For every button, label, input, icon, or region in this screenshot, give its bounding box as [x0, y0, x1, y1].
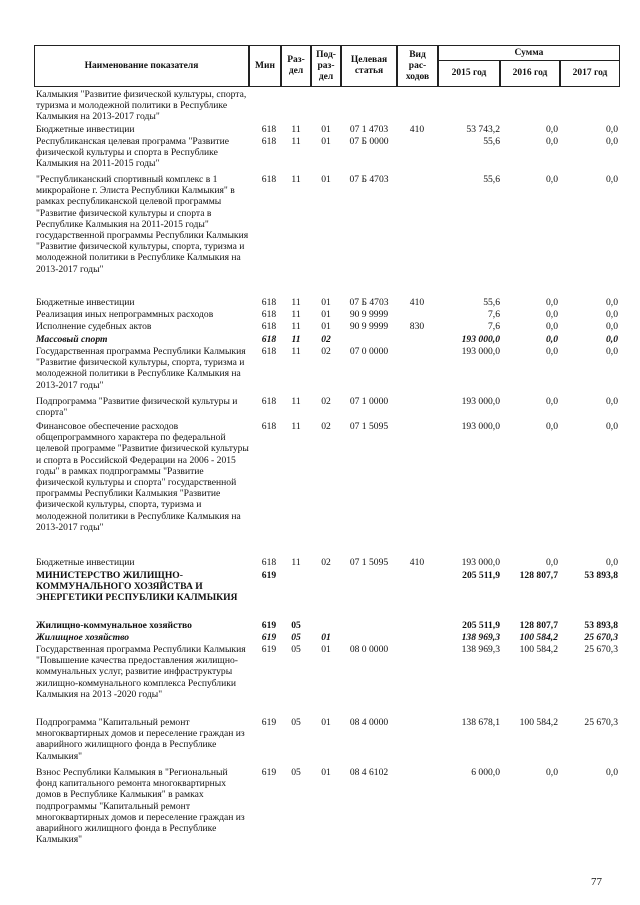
row-name: Бюджетные инвестиции — [36, 557, 135, 568]
row-sum-2015: 193 000,0 — [461, 346, 500, 357]
row-sum-2015: 205 511,9 — [462, 570, 500, 581]
row-sum-2015: 138 678,1 — [461, 717, 500, 728]
row-sum-2017: 0,0 — [606, 297, 618, 308]
row-razdel: 05 — [291, 717, 301, 728]
row-sum-2016: 0,0 — [546, 557, 558, 568]
row-name: Жилищно-коммунальное хозяйство — [36, 620, 192, 631]
row-sum-2017: 0,0 — [606, 557, 618, 568]
row-sum-2015: 193 000,0 — [461, 421, 500, 432]
row-vid: 410 — [409, 124, 425, 135]
row-sum-2016: 0,0 — [546, 321, 558, 332]
row-sum-2015: 193 000,0 — [461, 396, 500, 407]
row-razdel: 11 — [291, 334, 301, 345]
row-min: 618 — [261, 334, 277, 345]
row-sum-2016: 0,0 — [546, 421, 558, 432]
row-min: 618 — [261, 124, 277, 135]
row-sum-2016: 0,0 — [546, 396, 558, 407]
row-name: Республиканская целевая программа "Развитие физической культуры и спорта в Республике Калмыкия на 2011-2015 годы" — [36, 136, 229, 170]
row-razdel: 11 — [291, 421, 301, 432]
row-name: Взнос Республики Калмыкия в "Региональный фонд капитального ремонта многоквартирных домов в Республике Калмыкия" в рамках подпрограммы "Капитальный ремонт многоквартирных домов и переселение граждан из аварийного жилищного фонда в Республике Калмыкия" — [36, 767, 245, 846]
row-sum-2015: 138 969,3 — [461, 644, 500, 655]
row-min: 619 — [261, 620, 277, 631]
row-sum-2016: 0,0 — [546, 136, 558, 147]
row-min: 618 — [261, 557, 277, 568]
row-name: Реализация иных непрограммных расходов — [36, 309, 214, 320]
row-sum-2015: 6 000,0 — [471, 767, 500, 778]
row-sum-2015: 138 969,3 — [461, 632, 500, 643]
row-sum-2017: 0,0 — [606, 767, 618, 778]
row-razdel: 05 — [291, 767, 301, 778]
row-sum-2017: 0,0 — [606, 309, 618, 320]
row-podrazdel: 01 — [321, 632, 331, 643]
row-celevaya: 90 9 9999 — [349, 321, 389, 332]
row-sum-2015: 53 743,2 — [466, 124, 500, 135]
row-podrazdel: 02 — [321, 334, 331, 345]
row-sum-2016: 0,0 — [546, 297, 558, 308]
row-sum-2017: 53 893,8 — [584, 620, 618, 631]
row-podrazdel: 01 — [321, 321, 331, 332]
row-min: 618 — [261, 136, 277, 147]
row-sum-2015: 55,6 — [483, 136, 500, 147]
row-sum-2016: 128 807,7 — [519, 620, 558, 631]
row-name: Жилищное хозяйство — [36, 632, 130, 643]
row-podrazdel: 01 — [321, 309, 331, 320]
row-podrazdel: 02 — [321, 346, 331, 357]
row-name: Подпрограмма "Капитальный ремонт многоквартирных домов и переселение граждан из аварийного жилищного фонда в Республике Калмыкия" — [36, 717, 245, 762]
row-razdel: 11 — [291, 174, 301, 185]
row-sum-2015: 7,6 — [488, 321, 500, 332]
row-min: 618 — [261, 174, 277, 185]
row-celevaya: 07 Б 4703 — [349, 174, 389, 185]
row-name: Бюджетные инвестиции — [36, 297, 135, 308]
header-celevaya-statya: Целевая статья — [341, 45, 397, 87]
header-year-2015: 2015 год — [438, 60, 500, 87]
header-podrazdel: Под- раз- дел — [311, 45, 341, 87]
row-name: "Республиканский спортивный комплекс в 1 микрорайоне г. Элиста Республики Калмыкия" в рамках республиканской целевой программы "Развитие физической культуры и спорта в Республике Калмыкия на 2011-2015 годы" государственной программы Республики Калмыкия "Развитие физической культуры, спорта, туризма и молодежной политики в Республике Калмыкия на 2013-2017 годы" — [36, 174, 249, 275]
row-razdel: 11 — [291, 321, 301, 332]
row-podrazdel: 01 — [321, 174, 331, 185]
row-podrazdel: 02 — [321, 396, 331, 407]
row-min: 618 — [261, 309, 277, 320]
row-sum-2015: 193 000,0 — [461, 334, 500, 345]
row-razdel: 11 — [291, 309, 301, 320]
row-sum-2015: 55,6 — [483, 174, 500, 185]
row-celevaya: 07 1 5095 — [349, 421, 389, 432]
row-sum-2016: 100 584,2 — [519, 644, 558, 655]
row-celevaya: 07 0 0000 — [349, 346, 389, 357]
row-name: Государственная программа Республики Калмыкия "Развитие физической культуры, спорта, туризма и молодежной политики в Республике Калмыкия на 2013-2017 годы" — [36, 346, 246, 391]
row-sum-2017: 0,0 — [606, 396, 618, 407]
row-name: Исполнение судебных актов — [36, 321, 152, 332]
row-razdel: 05 — [291, 632, 301, 643]
row-celevaya: 08 4 6102 — [349, 767, 389, 778]
row-min: 619 — [261, 767, 277, 778]
row-sum-2017: 0,0 — [606, 321, 618, 332]
row-celevaya: 07 Б 4703 — [349, 297, 389, 308]
row-podrazdel: 01 — [321, 136, 331, 147]
row-razdel: 11 — [291, 124, 301, 135]
row-celevaya: 90 9 9999 — [349, 309, 389, 320]
row-celevaya: 07 1 0000 — [349, 396, 389, 407]
row-sum-2017: 0,0 — [606, 346, 618, 357]
page-number: 77 — [591, 876, 602, 888]
row-sum-2015: 7,6 — [488, 309, 500, 320]
header-razdel: Раз- дел — [281, 45, 311, 87]
row-sum-2017: 0,0 — [606, 421, 618, 432]
row-podrazdel: 02 — [321, 421, 331, 432]
row-razdel: 11 — [291, 136, 301, 147]
row-min: 619 — [261, 570, 277, 581]
header-min: Мин — [249, 45, 281, 87]
header-year-2017: 2017 год — [560, 60, 620, 87]
row-sum-2017: 25 670,3 — [584, 717, 618, 728]
row-min: 619 — [261, 644, 277, 655]
header-vid-rashodov: Вид рас- ходов — [397, 45, 438, 87]
row-sum-2015: 193 000,0 — [461, 557, 500, 568]
row-name: МИНИСТЕРСТВО ЖИЛИЩНО-КОММУНАЛЬНОГО ХОЗЯЙСТВА И ЭНЕРГЕТИКИ РЕСПУБЛИКИ КАЛМЫКИЯ — [36, 570, 238, 604]
row-celevaya: 07 Б 0000 — [349, 136, 389, 147]
row-sum-2016: 100 584,2 — [519, 632, 558, 643]
row-name: Подпрограмма "Развитие физической культуры и спорта" — [36, 396, 238, 419]
row-celevaya: 07 1 5095 — [349, 557, 389, 568]
row-celevaya: 07 1 4703 — [349, 124, 389, 135]
row-razdel: 11 — [291, 297, 301, 308]
row-vid: 410 — [409, 557, 425, 568]
row-sum-2016: 0,0 — [546, 174, 558, 185]
header-summa: Сумма — [438, 45, 620, 61]
row-sum-2017: 0,0 — [606, 334, 618, 345]
row-sum-2016: 0,0 — [546, 124, 558, 135]
row-sum-2015: 205 511,9 — [462, 620, 500, 631]
row-min: 618 — [261, 346, 277, 357]
row-razdel: 11 — [291, 396, 301, 407]
row-sum-2017: 0,0 — [606, 136, 618, 147]
row-podrazdel: 01 — [321, 717, 331, 728]
row-min: 618 — [261, 297, 277, 308]
row-podrazdel: 01 — [321, 124, 331, 135]
row-name: Бюджетные инвестиции — [36, 124, 135, 135]
row-min: 618 — [261, 421, 277, 432]
row-name: Калмыкия "Развитие физической культуры, спорта, туризма и молодежной политики в Республике Калмыкия на 2013-2017 годы" — [36, 89, 247, 123]
row-podrazdel: 01 — [321, 644, 331, 655]
row-celevaya: 08 4 0000 — [349, 717, 389, 728]
row-vid: 830 — [409, 321, 425, 332]
row-min: 618 — [261, 396, 277, 407]
row-name: Массовый спорт — [36, 334, 108, 345]
row-sum-2017: 25 670,3 — [584, 644, 618, 655]
row-sum-2016: 0,0 — [546, 309, 558, 320]
row-sum-2016: 0,0 — [546, 346, 558, 357]
row-razdel: 05 — [291, 620, 301, 631]
row-razdel: 11 — [291, 346, 301, 357]
row-sum-2015: 55,6 — [483, 297, 500, 308]
row-podrazdel: 01 — [321, 297, 331, 308]
row-razdel: 11 — [291, 557, 301, 568]
row-name: Государственная программа Республики Калмыкия "Повышение качества предоставления жилищно-коммунальных услуг, развитие инфраструктуры жилищно-коммунального комплекса Республики Калмыкия на 2013 -2020 годы" — [36, 644, 246, 700]
row-sum-2017: 0,0 — [606, 174, 618, 185]
row-razdel: 05 — [291, 644, 301, 655]
row-sum-2016: 0,0 — [546, 334, 558, 345]
row-podrazdel: 01 — [321, 767, 331, 778]
row-sum-2016: 0,0 — [546, 767, 558, 778]
row-sum-2017: 25 670,3 — [584, 632, 618, 643]
row-name: Финансовое обеспечение расходов общепрограммного характера по федеральной целевой программе "Развитие физической культуры и спорта в Российской Федерации на 2006 - 2015 годы" в рамках подпрограммы "Развитие физической культуры и спорта" государственной программы Республики Калмыкия "Развитие физической культуры, спорта, туризма и молодежной политики в Республике Калмыкия на 2013-2017 годы" — [36, 421, 249, 533]
row-vid: 410 — [409, 297, 425, 308]
row-sum-2016: 128 807,7 — [519, 570, 558, 581]
header-year-2016: 2016 год — [500, 60, 560, 87]
row-sum-2017: 53 893,8 — [584, 570, 618, 581]
row-min: 618 — [261, 321, 277, 332]
header-name: Наименование показателя — [34, 45, 249, 87]
row-sum-2017: 0,0 — [606, 124, 618, 135]
row-min: 619 — [261, 717, 277, 728]
row-podrazdel: 02 — [321, 557, 331, 568]
row-celevaya: 08 0 0000 — [349, 644, 389, 655]
row-sum-2016: 100 584,2 — [519, 717, 558, 728]
row-min: 619 — [261, 632, 277, 643]
